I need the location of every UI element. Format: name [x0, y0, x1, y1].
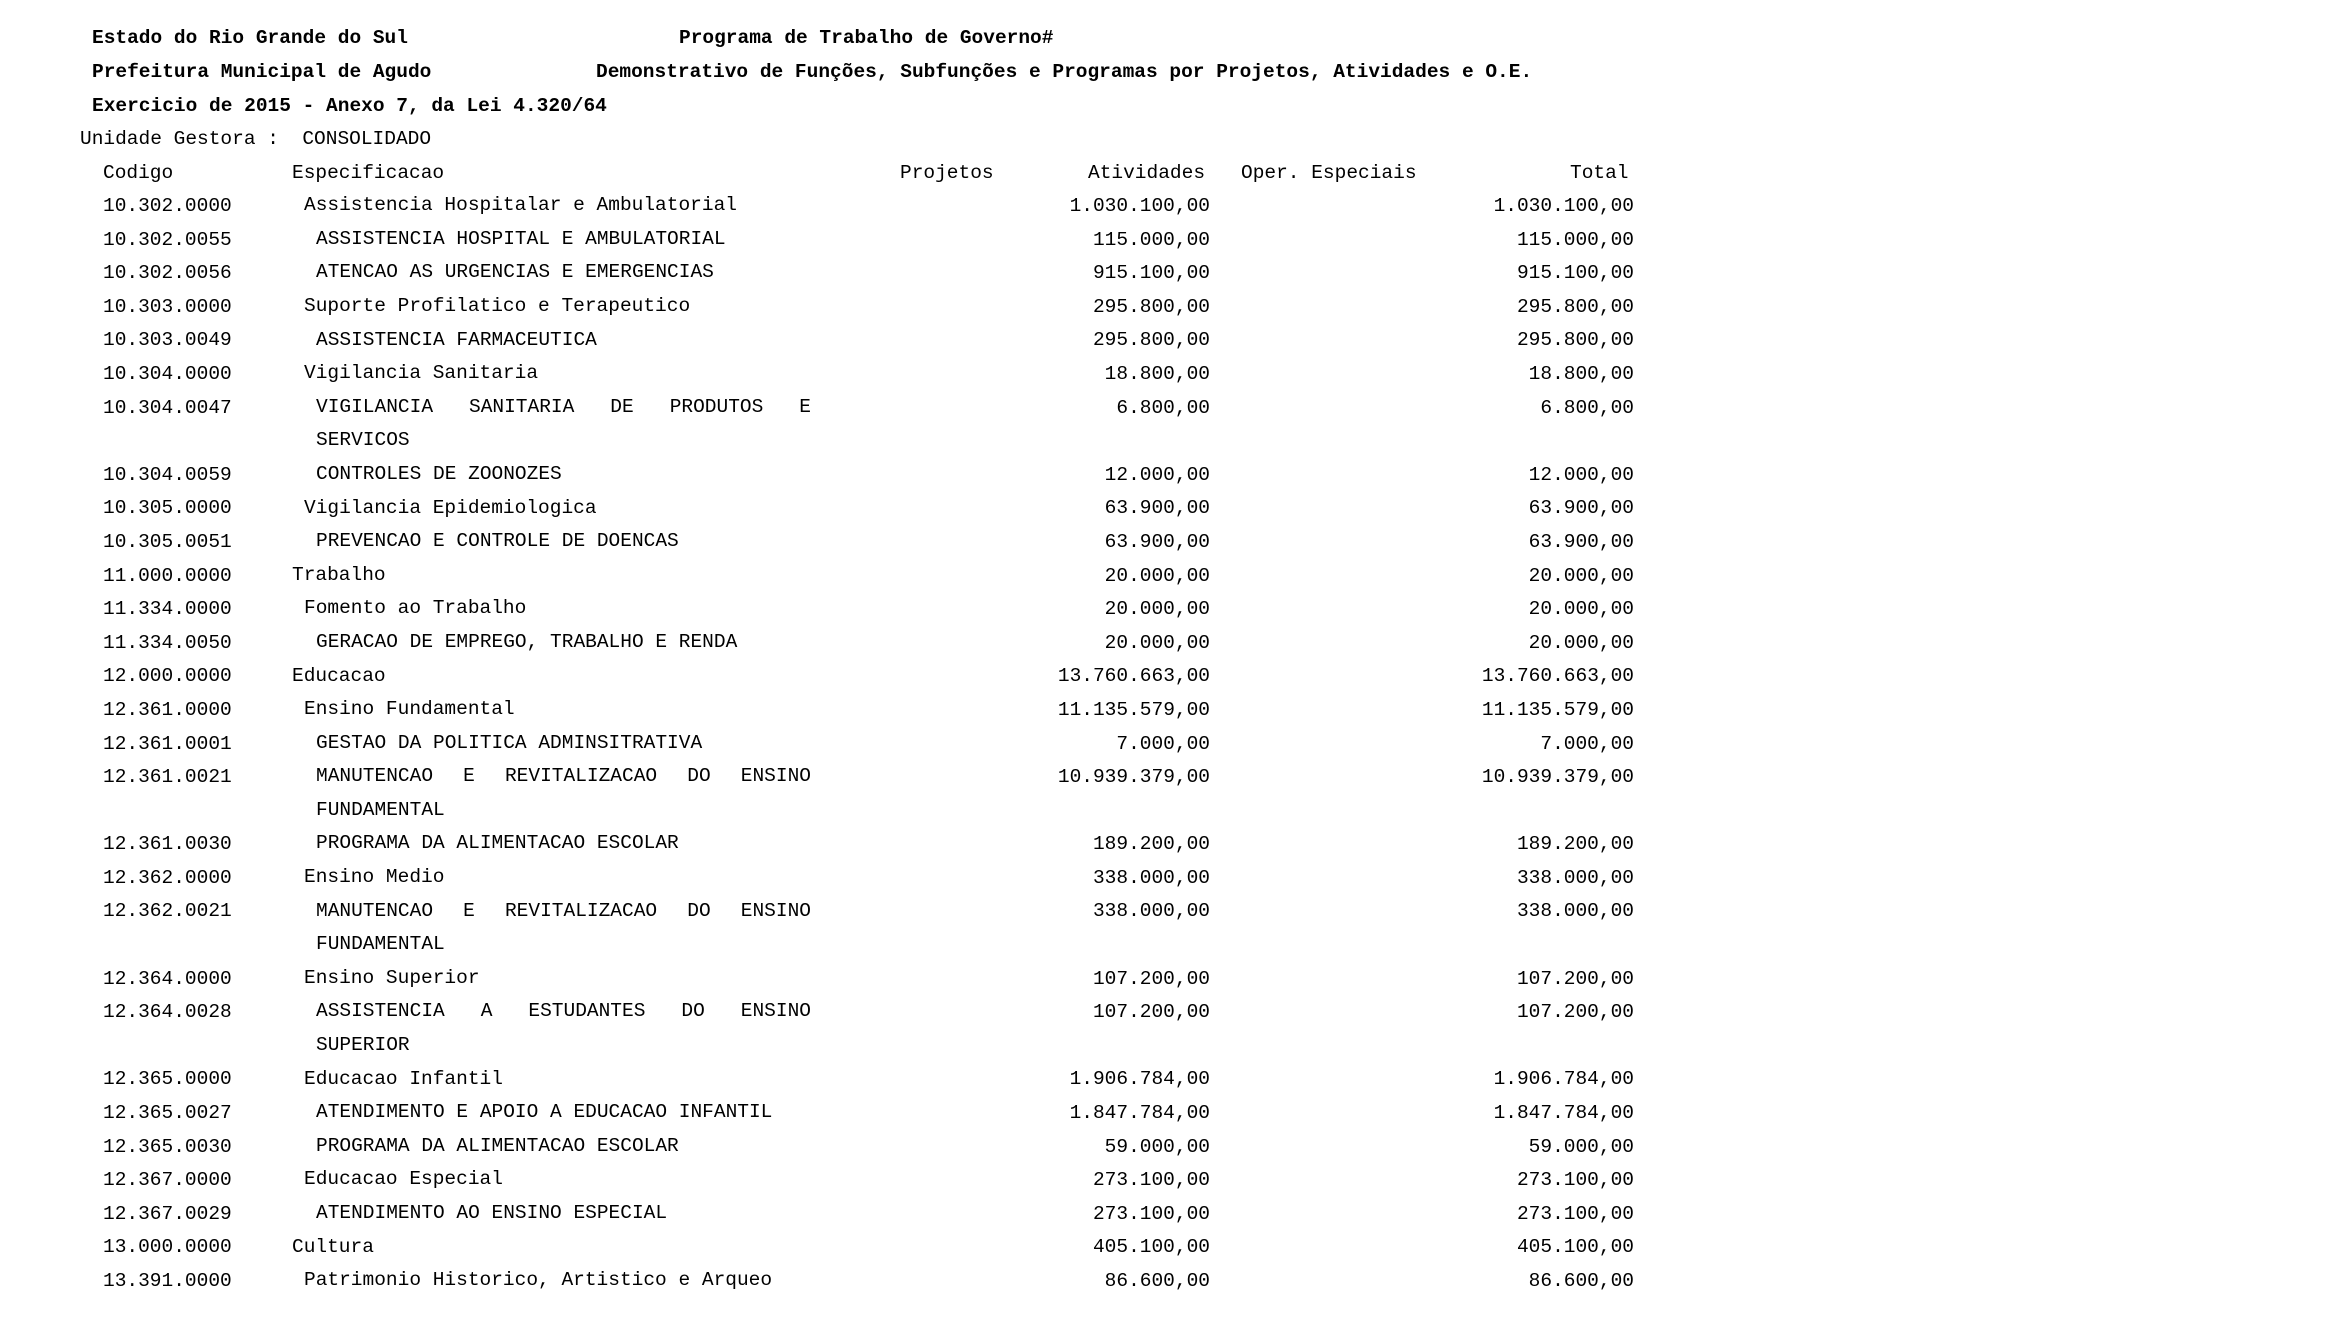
- table-row: [0, 1236, 1700, 1270]
- municipality-name: Prefeitura Municipal de Agudo: [92, 61, 432, 83]
- col-header-activities: Atividades: [1088, 162, 1206, 184]
- row-code: 12.365.0030: [103, 1135, 232, 1158]
- row-code: 13.000.0000: [103, 1236, 232, 1259]
- row-activities: 20.000,00: [1104, 598, 1210, 621]
- row-activities: 11.135.579,00: [1057, 698, 1210, 721]
- state-name: Estado do Rio Grande do Sul: [92, 27, 408, 49]
- row-specification: MANUTENCAO E REVITALIZACAO DO ENSINO FUNDAMENTAL: [316, 899, 811, 956]
- table-row: [0, 329, 1700, 363]
- col-header-projects: Projetos: [900, 162, 994, 184]
- row-specification: ATENDIMENTO AO ENSINO ESPECIAL: [316, 1202, 668, 1225]
- row-total: 338.000,00: [1516, 900, 1634, 923]
- col-header-special: Oper. Especiais: [1241, 162, 1417, 184]
- row-specification: Educacao Infantil: [304, 1067, 503, 1090]
- table-row: [0, 464, 1700, 498]
- row-code: 12.362.0021: [103, 900, 232, 923]
- table-row: [0, 867, 1700, 901]
- row-activities: 273.100,00: [1092, 1202, 1210, 1225]
- table-row: [0, 833, 1700, 867]
- row-activities: 6.800,00: [1116, 396, 1210, 419]
- row-specification: PREVENCAO E CONTROLE DE DOENCAS: [316, 530, 679, 553]
- row-specification: Assistencia Hospitalar e Ambulatorial: [304, 194, 737, 217]
- row-activities: 1.030.100,00: [1069, 195, 1210, 217]
- table-row: [0, 296, 1700, 330]
- unit-line: Unidade Gestora : CONSOLIDADO: [80, 128, 432, 150]
- row-specification: Patrimonio Historico, Artistico e Arqueo: [304, 1269, 773, 1292]
- row-activities: 338.000,00: [1092, 866, 1210, 889]
- col-header-spec: Especificacao: [292, 162, 445, 184]
- row-activities: 338.000,00: [1092, 900, 1210, 923]
- row-specification: ATENCAO AS URGENCIAS E EMERGENCIAS: [316, 261, 714, 284]
- report-title: Demonstrativo de Funções, Subfunções e Programas por Projetos, Atividades e O.E.: [596, 61, 1533, 83]
- row-activities: 59.000,00: [1104, 1135, 1210, 1158]
- row-specification: MANUTENCAO E REVITALIZACAO DO ENSINO FUNDAMENTAL: [316, 765, 811, 821]
- row-specification: CONTROLES DE ZOONOZES: [316, 462, 562, 485]
- row-activities: 10.939.379,00: [1057, 766, 1210, 789]
- row-code: 10.303.0049: [103, 329, 232, 352]
- table-row: [0, 1001, 1700, 1068]
- row-code: 12.367.0029: [103, 1202, 232, 1225]
- row-total: 1.847.784,00: [1493, 1102, 1634, 1125]
- row-specification: Cultura: [292, 1235, 374, 1258]
- row-code: 10.304.0059: [103, 463, 232, 486]
- row-code: 12.361.0000: [103, 698, 232, 721]
- row-total: 20.000,00: [1528, 564, 1634, 587]
- row-total: 11.135.579,00: [1481, 698, 1634, 721]
- row-specification: PROGRAMA DA ALIMENTACAO ESCOLAR: [316, 1134, 679, 1157]
- row-total: 1.030.100,00: [1493, 195, 1634, 217]
- row-specification: Fomento ao Trabalho: [304, 597, 527, 620]
- row-code: 12.000.0000: [103, 665, 232, 688]
- row-specification: Ensino Superior: [304, 966, 480, 989]
- report-table: [0, 195, 1700, 1304]
- row-specification: PROGRAMA DA ALIMENTACAO ESCOLAR: [316, 832, 679, 855]
- row-activities: 86.600,00: [1104, 1270, 1210, 1292]
- row-code: 10.303.0000: [103, 295, 232, 318]
- row-activities: 7.000,00: [1116, 732, 1210, 755]
- table-row: [0, 397, 1700, 464]
- row-specification: GERACAO DE EMPREGO, TRABALHO E RENDA: [316, 630, 738, 653]
- row-total: 295.800,00: [1516, 329, 1634, 352]
- table-row: [0, 766, 1700, 833]
- row-total: 338.000,00: [1516, 866, 1634, 889]
- row-total: 59.000,00: [1528, 1135, 1634, 1158]
- row-total: 63.900,00: [1528, 497, 1634, 520]
- row-activities: 295.800,00: [1092, 295, 1210, 318]
- row-total: 18.800,00: [1528, 362, 1634, 385]
- row-code: 10.302.0055: [103, 228, 232, 251]
- table-row: [0, 699, 1700, 733]
- table-row: [0, 1068, 1700, 1102]
- row-specification: Vigilancia Sanitaria: [304, 362, 539, 385]
- row-activities: 18.800,00: [1104, 362, 1210, 385]
- table-row: [0, 665, 1700, 699]
- row-specification: ASSISTENCIA FARMACEUTICA: [316, 328, 597, 351]
- row-total: 295.800,00: [1516, 295, 1634, 318]
- table-row: [0, 497, 1700, 531]
- row-code: 12.361.0001: [103, 732, 232, 755]
- exercise-line: Exercicio de 2015 - Anexo 7, da Lei 4.320/64: [92, 95, 607, 117]
- row-total: 7.000,00: [1540, 732, 1634, 755]
- row-code: 12.367.0000: [103, 1169, 232, 1192]
- row-specification: Educacao Especial: [304, 1168, 503, 1191]
- table-row: [0, 531, 1700, 565]
- row-specification: Trabalho: [292, 563, 386, 586]
- row-activities: 273.100,00: [1092, 1169, 1210, 1192]
- row-code: 10.305.0000: [103, 497, 232, 520]
- row-code: 12.365.0027: [103, 1102, 232, 1125]
- row-code: 10.304.0047: [103, 396, 232, 419]
- row-activities: 405.100,00: [1092, 1236, 1210, 1259]
- row-total: 405.100,00: [1516, 1236, 1634, 1259]
- row-specification: ATENDIMENTO E APOIO A EDUCACAO INFANTIL: [316, 1101, 773, 1124]
- row-code: 10.302.0000: [103, 195, 232, 217]
- program-title: Programa de Trabalho de Governo#: [679, 27, 1054, 49]
- row-specification: Educacao: [292, 664, 386, 687]
- table-row: [0, 565, 1700, 599]
- row-code: 11.334.0000: [103, 598, 232, 621]
- row-activities: 1.847.784,00: [1069, 1102, 1210, 1125]
- table-row: [0, 598, 1700, 632]
- table-row: [0, 632, 1700, 666]
- row-code: 12.361.0030: [103, 833, 232, 856]
- row-code: 10.302.0056: [103, 262, 232, 285]
- row-activities: 20.000,00: [1104, 564, 1210, 587]
- row-activities: 12.000,00: [1104, 463, 1210, 486]
- row-specification: Suporte Profilatico e Terapeutico: [304, 294, 691, 317]
- row-total: 20.000,00: [1528, 631, 1634, 654]
- row-activities: 13.760.663,00: [1057, 665, 1210, 688]
- table-row: [0, 363, 1700, 397]
- table-row: [0, 195, 1700, 229]
- row-total: 1.906.784,00: [1493, 1068, 1634, 1091]
- row-total: 20.000,00: [1528, 598, 1634, 621]
- row-total: 6.800,00: [1540, 396, 1634, 419]
- row-total: 63.900,00: [1528, 530, 1634, 553]
- col-header-code: Codigo: [103, 162, 174, 184]
- row-activities: 915.100,00: [1092, 262, 1210, 285]
- row-total: 189.200,00: [1516, 833, 1634, 856]
- row-code: 10.305.0051: [103, 530, 232, 553]
- table-row: [0, 1169, 1700, 1203]
- row-total: 107.200,00: [1516, 967, 1634, 990]
- row-specification: Ensino Medio: [304, 866, 445, 889]
- table-row: [0, 900, 1700, 967]
- row-activities: 295.800,00: [1092, 329, 1210, 352]
- row-activities: 63.900,00: [1104, 530, 1210, 553]
- row-specification: Vigilancia Epidemiologica: [304, 496, 597, 519]
- row-total: 115.000,00: [1516, 228, 1634, 251]
- row-code: 12.364.0028: [103, 1001, 232, 1024]
- row-code: 10.304.0000: [103, 362, 232, 385]
- row-activities: 63.900,00: [1104, 497, 1210, 520]
- row-code: 12.362.0000: [103, 866, 232, 889]
- row-code: 12.365.0000: [103, 1068, 232, 1091]
- row-code: 13.391.0000: [103, 1270, 232, 1292]
- row-total: 12.000,00: [1528, 463, 1634, 486]
- row-specification: ASSISTENCIA HOSPITAL E AMBULATORIAL: [316, 227, 726, 250]
- table-row: [0, 733, 1700, 767]
- row-activities: 107.200,00: [1092, 967, 1210, 990]
- row-specification: GESTAO DA POLITICA ADMINSITRATIVA: [316, 731, 703, 754]
- table-row: [0, 1136, 1700, 1170]
- row-total: 10.939.379,00: [1481, 766, 1634, 789]
- row-total: 107.200,00: [1516, 1001, 1634, 1024]
- row-activities: 107.200,00: [1092, 1001, 1210, 1024]
- row-code: 12.364.0000: [103, 967, 232, 990]
- row-code: 12.361.0021: [103, 766, 232, 789]
- row-total: 273.100,00: [1516, 1169, 1634, 1192]
- row-activities: 20.000,00: [1104, 631, 1210, 654]
- row-activities: 115.000,00: [1092, 228, 1210, 251]
- row-total: 273.100,00: [1516, 1202, 1634, 1225]
- row-specification: ASSISTENCIA A ESTUDANTES DO ENSINO SUPERIOR: [316, 1000, 811, 1057]
- row-code: 11.334.0050: [103, 631, 232, 654]
- row-total: 86.600,00: [1528, 1270, 1634, 1292]
- table-row: [0, 968, 1700, 1002]
- row-activities: 1.906.784,00: [1069, 1068, 1210, 1091]
- row-total: 915.100,00: [1516, 262, 1634, 285]
- table-row: [0, 229, 1700, 263]
- table-row: [0, 1270, 1700, 1304]
- row-specification: VIGILANCIA SANITARIA DE PRODUTOS E SERVICOS: [316, 395, 811, 452]
- table-row: [0, 1102, 1700, 1136]
- table-row: [0, 262, 1700, 296]
- row-specification: Ensino Fundamental: [304, 698, 515, 721]
- row-total: 13.760.663,00: [1481, 665, 1634, 688]
- row-code: 11.000.0000: [103, 564, 232, 587]
- row-activities: 189.200,00: [1092, 833, 1210, 856]
- table-row: [0, 1203, 1700, 1237]
- col-header-total: Total: [1570, 162, 1629, 184]
